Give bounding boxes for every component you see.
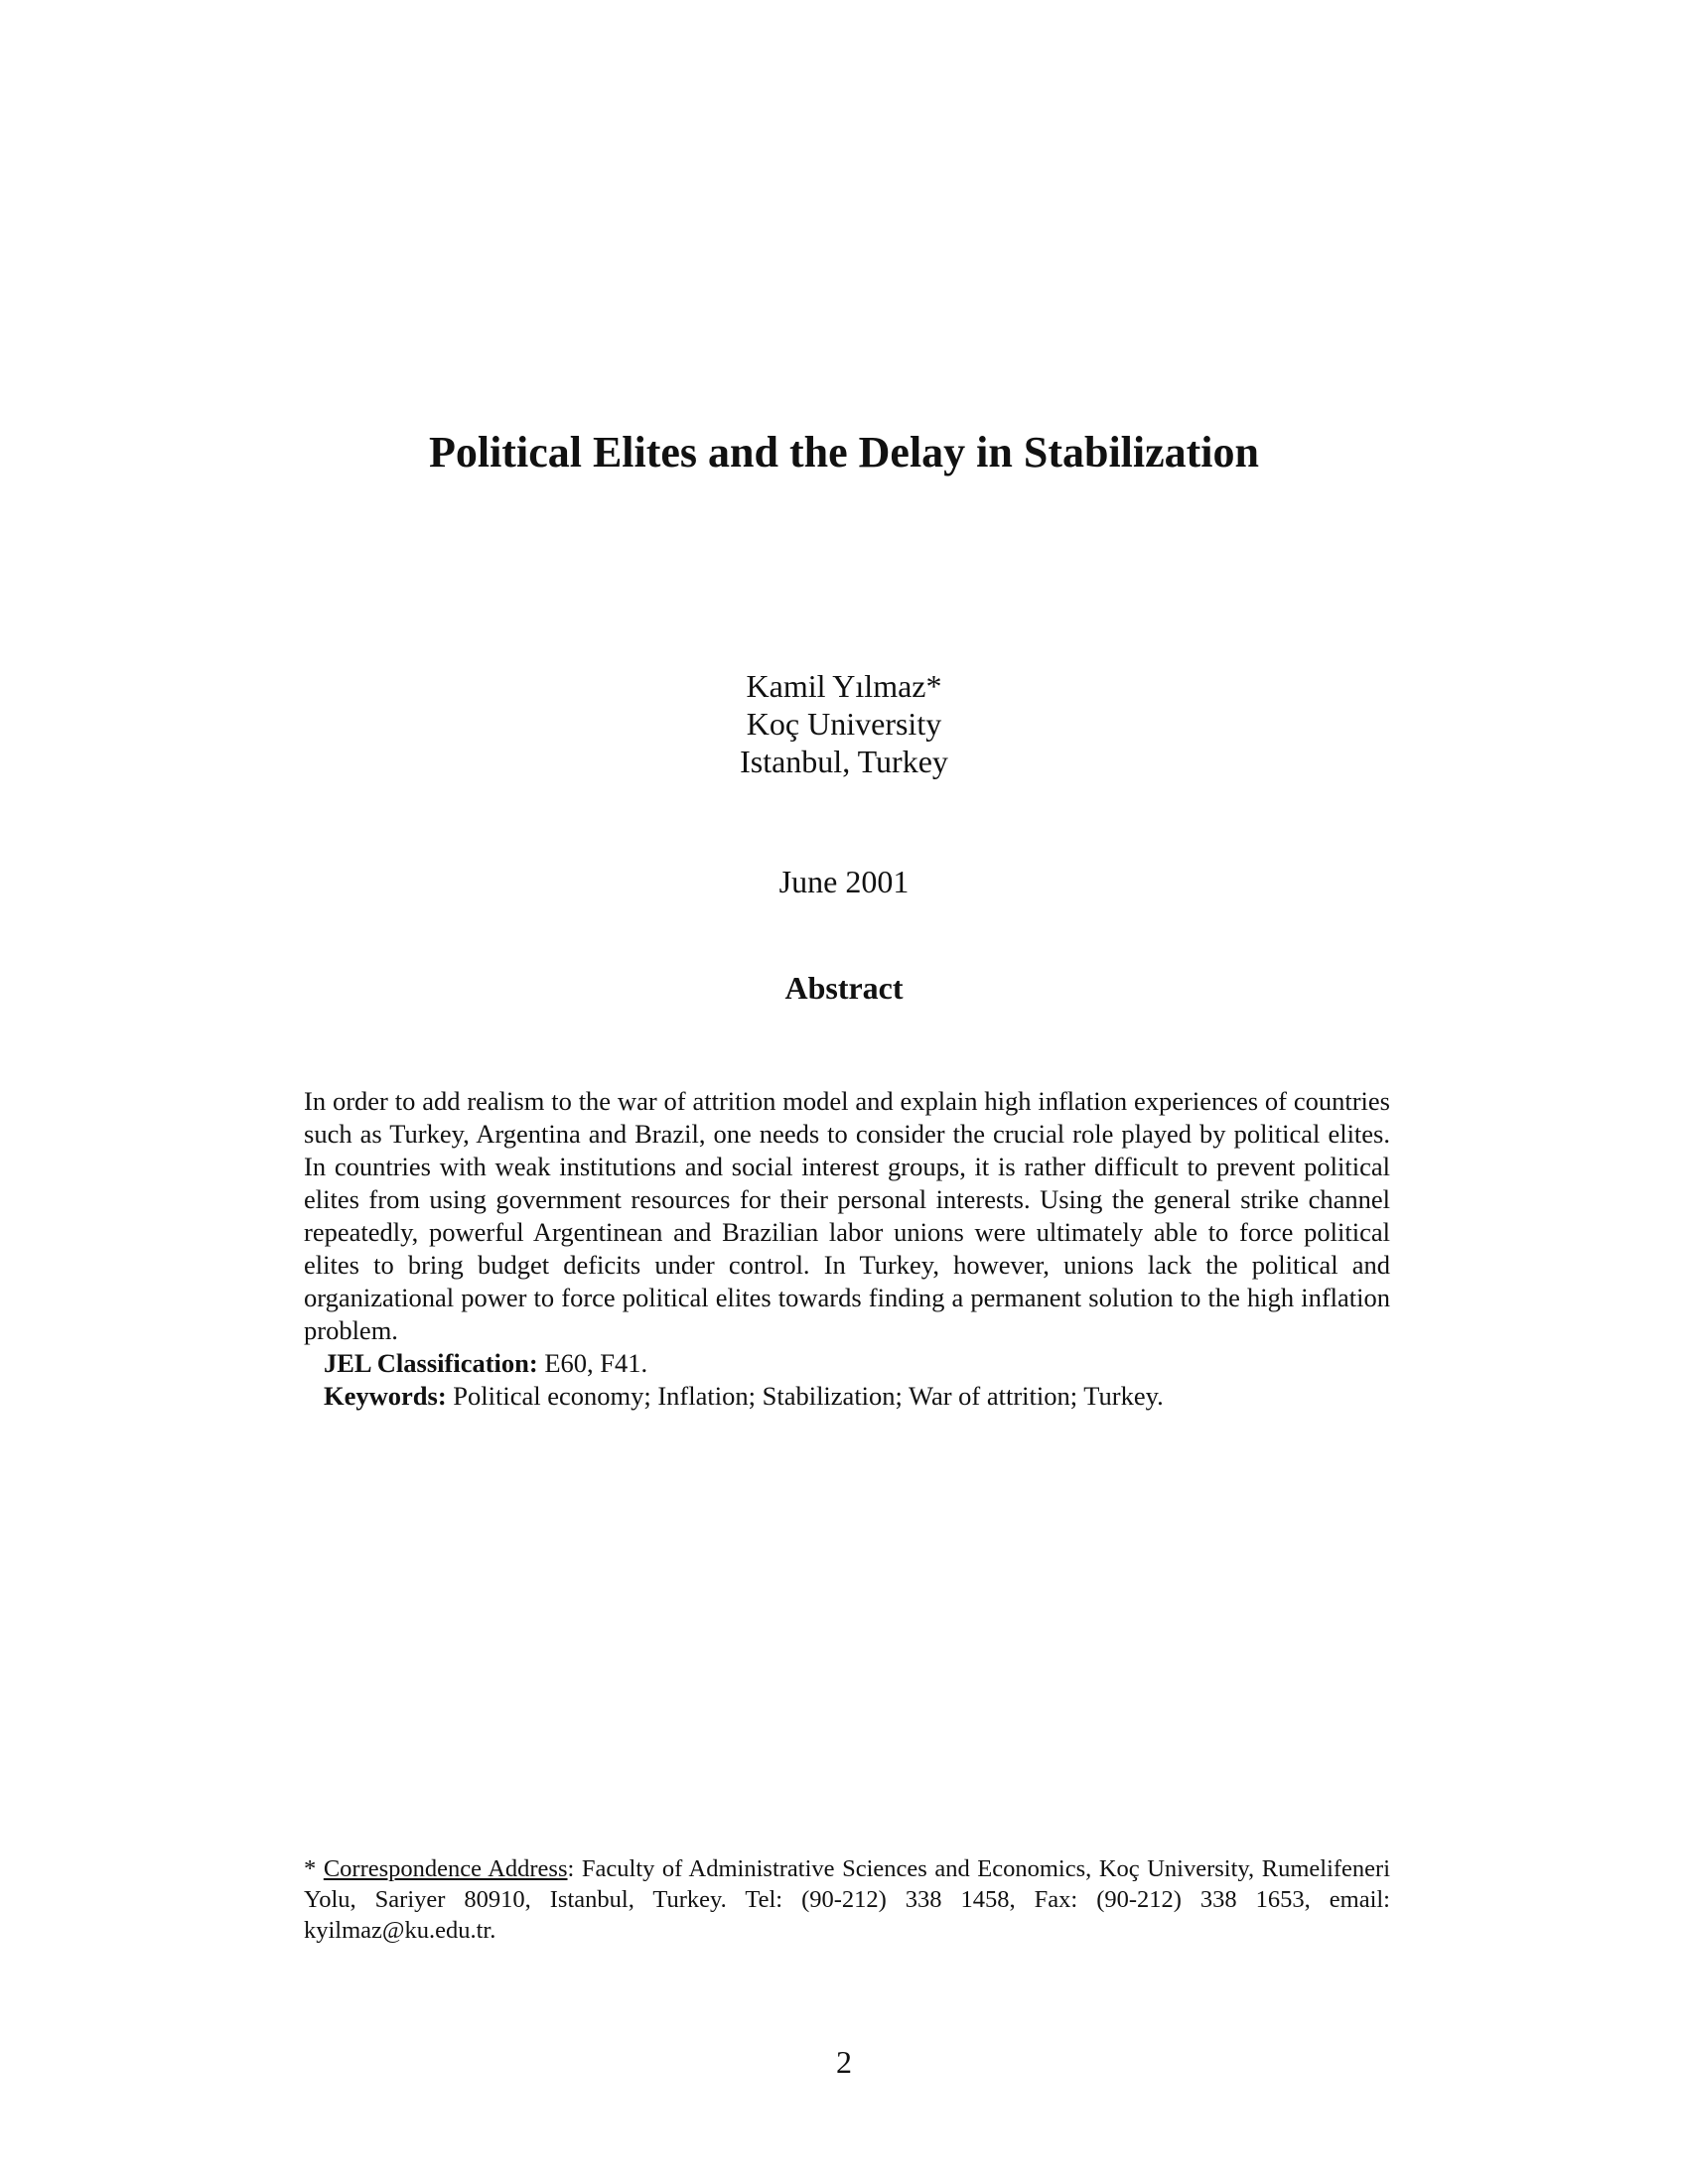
jel-label: JEL Classification: bbox=[324, 1348, 538, 1378]
author-location: Istanbul, Turkey bbox=[740, 744, 948, 779]
keywords-label: Keywords: bbox=[324, 1381, 447, 1411]
footnote-text: : Faculty of Administrative Sciences and Economics, Koç University, Rumelifeneri Yolu, Sariyer 80910, Istanbul, Turkey. Tel: (90-212) 338 1458, Fax: (90-212) 338 1653, email: kyilmaz@ku.edu.tr. bbox=[304, 1855, 1390, 1944]
keywords-value: Political economy; Inflation; Stabilization; War of attrition; Turkey. bbox=[446, 1381, 1164, 1411]
footnote-marker: * bbox=[304, 1855, 324, 1882]
keywords bbox=[324, 1380, 1390, 1413]
abstract-heading: Abstract bbox=[784, 970, 904, 1006]
correspondence-footnote bbox=[304, 1853, 1390, 1946]
author-block bbox=[0, 667, 1688, 780]
jel-classification bbox=[324, 1347, 1390, 1380]
jel-value: E60, F41. bbox=[537, 1348, 648, 1378]
author-name: Kamil Yılmaz* bbox=[746, 668, 942, 704]
footnote-label: Correspondence Address bbox=[323, 1855, 568, 1882]
abstract-body: In order to add realism to the war of attrition model and explain high inflation experiences of countries such as Turkey, Argentina and Brazil, one needs to consider the crucial role played by political elites. In countries with weak institutions and social interest groups, it is rather difficult to prevent political elites from using government resources for their personal interests. Using the general strike channel repeatedly, powerful Argentinean and Brazilian labor unions were ultimately able to force political elites to bring budget deficits under control. In Turkey, however, unions lack the political and organizational power to force political elites towards finding a permanent solution to the high inflation problem. bbox=[304, 1086, 1390, 1345]
publication-date: June 2001 bbox=[778, 864, 910, 899]
page-number: 2 bbox=[836, 2044, 852, 2080]
author-affiliation: Koç University bbox=[746, 706, 942, 742]
paper-title: Political Elites and the Delay in Stabilization bbox=[428, 428, 1260, 477]
